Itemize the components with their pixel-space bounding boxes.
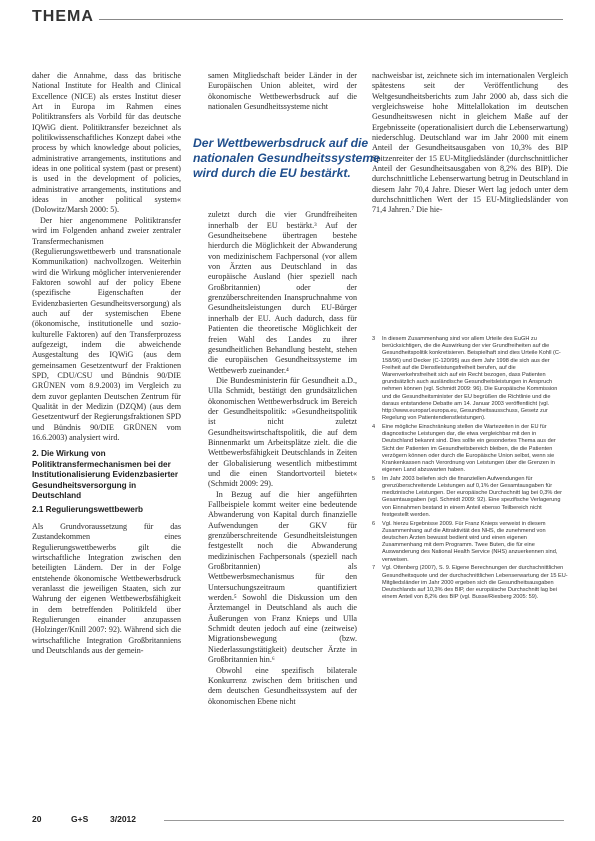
footnote [372,476,568,519]
paragraph: Der hier angenommene Politiktransfer wird im Folgenden anhand zweier zentraler Transfermechanismen (Regulierungswettbewerb und transnationale Kommunikation) nachvollzogen. Weiterhin wird die Wirkung möglicher intervenierender Faktoren sowohl auf der policy Ebene (spezifische Eigenschaften der Evidenzbasierten Gesundheitsversorgung) als auch auf der systemischen Ebene (ökonomische, institutionelle und sozio-kulturelle Faktoren) auf den Transferprozess aufgezeigt, indem die abweichende Ausgestaltung des IQWiG (aus dem gemeinsamen Gesetzentwurf der Fraktionen SPD, CDU/CSU und Bündnis 90/DIE GRÜNEN vom 8.9.2003) im Vergleich zu dem zuvor geplanten Deutschen Zentrum für Qualität in der Medizin (DZQM) (aus dem Gesetzentwurf der Regierungsfraktionen SPD und Bündnis 90/DIE GRÜNEN vom 16.6.2003) analysiert wird. [32,215,181,443]
paragraph: Die Bundesministerin für Gesundheit a.D., Ulla Schmidt, bestätigt den grundsätzlichen ökonomischen Wettbewerbsdruck im Bereich der Gesundheitspolitik: »Gesundheitspolitik ist nicht zuletzt Gesundheitswirtschaftspolitik, die auf dem Binnenmarkt um Arbeitsplätze zielt. die die Wettbewerbsfähigkeit Deutschlands in Zeiten der Globalisierung wesentlich mitbestimmt und die einen Standortvorteil bietet« (Schmidt 2009: 29). [208,375,357,489]
footnote-number: 5 [372,475,376,482]
section-heading: THEMA [32,8,94,25]
footnote-number: 3 [372,336,376,342]
paragraph: Als Grundvoraussetzung für das Zustandekommen eines Regulierungswettbewerbs gilt die wirtschaftliche Integration zwischen den beteiligten Ländern. Der in der Folge entstehende ökonomische Wettbewerbsdruck veranlasst die jeweiligen Staaten, sich zur Wahrung der eigenen Wettbewerbsfähigkeit in dem betreffenden Politikfeld über Regulierungen einander anzupassen (Holzinger/Knill 2007: 92). Während sich die wirtschaftliche Integration Großbritanniens und Deutschlands aus der gemein- [32,521,181,655]
footnote [372,424,568,474]
footnote-text: Im Jahr 2003 beliefen sich die finanziellen Aufwendungen für grenzüberschreitende Leistungen auf 0,1% der Gesamtausgaben für medizinische Leistungen. Der europäische Durchschnitt lag bei 0,3% der Gesamtausgaben (vgl. Schmidt 2009: 92). Eine spezifische Verlagerung von Einnahmen bestand in einem Anteil ebenso Teilbereich nicht festgestellt werden. [382,475,563,518]
footer-rule [164,820,564,821]
section-rule [99,19,563,20]
page-number: 20 [32,814,42,824]
paragraph: samen Mitgliedschaft beider Länder in der Europäischen Union ableitet, wird der ökonomische Wettbewerbsdruck auf die nationalen Gesundheitssysteme nicht [208,71,357,112]
paragraph: In Bezug auf die hier angeführten Fallbeispiele kommt weiter eine bedeutende Abwanderung von Kapital durch finanzielle Aufwendungen der GKV für grenzüberschreitende Gesundheitsleistungen festgestellt noch die Abwanderung medizinischen Fachpersonals (speziell nach Großbritannien) als Wettbewerbsmechanismus für den Untersuchungszeitraum quantifiziert werden.⁵ Sowohl die Diskussion um den Ärztemangel in Deutschland als auch die Äußerungen von Franz Knieps und Ulla Schmidt deuten jedoch auf eine (zeitweise) Migrationsbewegung (bzw. Niederlassungstätigkeit) deutscher Ärzte in Großbritannien hin.⁶ [208,489,357,665]
paragraph: Obwohl eine spezifisch bilaterale Konkurrenz zwischen dem britischen und dem deutschen Gesundheitssystem auf der ökonomischen Ebene nicht [208,665,357,706]
footnote [372,565,568,601]
footnotes [372,336,568,603]
subsection-title: 2.1 Regulierungswettbewerb [32,505,144,515]
footnote-text: Eine mögliche Einschränkung stellen die Wartezeiten in der EU für diagnostische Leistungen dar, die etwa vergleichbar mit den in Deutschland bekannt sind. Dies sollte ein gesondertes Thema aus der Sicht der Patienten im Gesundheitsbereich bleiben, die die Patienten verzögern können oder durch die Europäische Union selbst, wenn sie Krankenkassen nach Verordnung von Leistungen über die Grenzen in eigenen Land abzuwarten haben. [382,423,556,474]
column-1 [32,71,181,656]
footnote-text: In diesem Zusammenhang sind vor allem Urteile des EuGH zu berücksichtigen, die die Auswirkung der vier Grundfreiheiten auf die Gesundheitspolitik konkretisieren. Beispielhaft sind dies Urteile Kohll (C-158/96) und Decker (C-120/95) aus dem Jahr 1998 die sich aus der Freiheit auf die Dienstleistungsfreiheit berufen, auf die Warenverkehrsfreiheit sich auf ein Recht bezogen, dass Patienten grundsätzlich auch ausländische Gesundheitsleistungen in Anspruch nehmen können (vgl. Schmidt 2009: 96). Die Europäische Kommission und die Gesundheitsminister der EU begrüßen die Richtlinie und die daraus entstandene Debatte am 14. Januar 2003 veröffentlicht (vgl. http://www.europarl.europa.eu, Gesundheitsausschuss, Gesetz zur Regelung von Patientendienstleistungen). [382,336,561,422]
footnote [372,521,568,564]
section-title: 2. Die Wirkung von Politiktransfermechanismen bei der Institutionalisierung Evidenzbasierter Gesundheitsversorgung in Deutschland [32,449,179,500]
footnote-number: 7 [372,565,376,572]
footnote-text: Vgl. hierzu Ergebnisse 2009. Für Franz Knieps verweist in diesem Zusammenhang auf die Attraktivität des NHS, die zunehmend von deutschen Ärzten bewusst bedient wird und einen eigenen Zusammenhang mit dem Programm. Twee Buten, die für eine Auswanderung des National Health Service (NHS) anzuerkennen sind, verweisen. [382,520,558,563]
pull-quote: Der Wettbewerbsdruck auf die nationalen Gesundheitssysteme wird durch die EU bestärkt. [193,136,380,181]
footnote [372,336,568,422]
footnote-number: 4 [372,423,376,430]
paragraph: daher die Annahme, dass das britische National Institute for Health and Clinical Excellence (NICE) als erstes Institut dieser Art in Europa im Rahmen eines Politiktransfers als Vorbild für das deutsche IQWiG dient. Politiktransfer bezeichnet als politikwissenschaftliches Konzept dabei »the process by which knowledge about policies, administrative arrangements, institutions and ideas in one political system (past or present) is used in the development of policies, administrative arrangements, institutions and ideas in another political system« (Dolowitz/Marsh 2000: 5). [32,71,181,215]
footnote-number: 6 [372,520,376,527]
paragraph: nachweisbar ist, zeichnete sich im internationalen Vergleich spätestens seit der Veröffentlichung des Weltgesundheitsberichts zum Jahr 2000 ab, dass sich die vergleichsweise hohe Mittelallokation im deutschen Gesundheitswesen nicht in gleichem Maße auf der Ergebnisseite (operationalisiert durch die Lebenserwartung) niederschlug. Deutschland war im Jahr 2000 mit einem Anteil der Gesundheitsausgaben von 10,3% des BIP Spitzenreiter der 15 EU-Mitgliedsländer (durchschnittlicher Anteil der Gesundheitsausgaben von 8,2% des BIP). Die durchschnittliche Lebenserwartung betrug in Deutschland in diesem Jahr 70,4 Jahre. Dieser Wert lag jedoch unter dem durchschnittlichen Wert der 15 EU-Mitgliedsländer von 71,4 Jahren.⁷ Die hie- [372,71,568,215]
column-3 [372,71,568,216]
issue-number: 3/2012 [110,814,136,824]
paragraph: zuletzt durch die vier Grundfreiheiten innerhalb der EU bestärkt.³ Auf der Gesundheitsebene übertragen bestehe hierdurch die Möglichkeit der Abwanderung von medizinischem Fachpersonal (vor allem von Ärzten aus Deutschland in das europäische Ausland (hier speziell nach Großbritannien) oder der grenzüberschreitenden Inanspruchnahme von Gesundheitsleistungen durch EU-Bürger innerhalb der EU. Auch dadurch, dass für Patienten die theoretische Möglichkeit der freien Wahl des Landes zu ihrer gesundheitlichen Behandlung besteht, stehen die europäischen Gesundheitssysteme im Wettbewerb zueinander.⁴ [208,210,357,375]
footnote-text: Vgl. Ottenberg (2007), S. 9. Eigene Berechnungen der durchschnittlichen Gesundheitsquote und der durchschnittlichen Lebenserwartung der 15 EU-Mitgliedsländer im Jahr 2000 ergeben sich die Gesundheitsausgaben Deutschlands auf 10,3% des BIP, der europäische Durchschnitt lag bei einem Anteil von 8,2% des BIP (vgl. Busse/Riesberg 2005: 59). [382,565,568,601]
journal-name: G+S [71,814,89,824]
